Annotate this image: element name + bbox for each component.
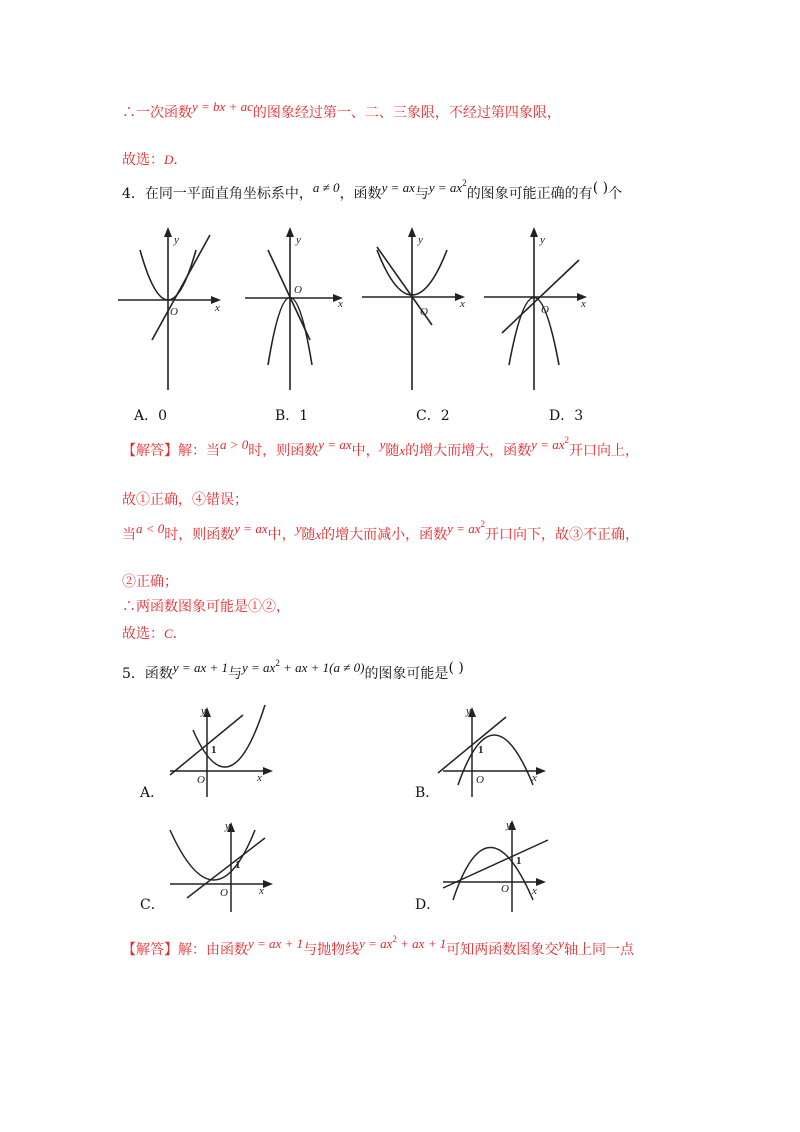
svg-text:O: O xyxy=(541,304,549,316)
svg-text:O: O xyxy=(220,887,228,899)
svg-text:x: x xyxy=(581,298,586,310)
q4-graph-1 xyxy=(118,225,228,395)
q5-solution-line-1: 【解答】解：由函数y = ax + 1与抛物线$y = ax^2$ + ax + 1可知两函数图象交y轴上同一点 xyxy=(122,934,635,958)
q4-graph-2 xyxy=(240,225,350,395)
q4-solution-line-5: ∴两函数图象可能是①②， xyxy=(122,599,290,615)
svg-text:O: O xyxy=(501,883,509,895)
svg-text:y: y xyxy=(466,705,471,717)
q4-option-c: C．2 xyxy=(416,408,450,424)
q5-graph-a xyxy=(165,705,280,800)
svg-text:y: y xyxy=(418,234,423,246)
question-number: 5． xyxy=(122,666,145,682)
svg-text:O: O xyxy=(476,774,484,786)
q4-graph-3 xyxy=(362,225,472,395)
question-text: 的图象可能正确的有 xyxy=(466,186,593,202)
question-4 xyxy=(122,178,623,205)
question-text: ，函数 xyxy=(339,186,382,202)
svg-text:O: O xyxy=(294,284,302,296)
question-number: 4． xyxy=(122,186,145,202)
answer-blank: ( ) xyxy=(448,660,464,676)
solution-tag: 【解答】 xyxy=(122,443,178,459)
q4-option-d: D．3 xyxy=(549,408,584,424)
svg-text:y: y xyxy=(296,234,301,246)
q4-answer-line: 故选：C． xyxy=(122,626,187,642)
q4-option-b: B．1 xyxy=(275,408,309,424)
svg-text:x: x xyxy=(257,772,262,784)
conclusion-suffix: 的图象经过第一、二、三象限，不经过第四象限， xyxy=(252,105,561,121)
svg-text:O: O xyxy=(197,774,205,786)
question-5: 5．函数y = ax + 1与$y = ax^2$ + ax + 1(a ≠ 0)的图象可能是( ) xyxy=(122,658,464,682)
svg-text:y: y xyxy=(174,234,179,246)
answer-blank: ( ) xyxy=(592,180,609,196)
svg-text:y: y xyxy=(201,705,206,717)
question-text: 与 xyxy=(414,186,429,202)
answer-line-q3 xyxy=(122,150,187,170)
conclusion-prefix: ∴一次函数 xyxy=(122,105,192,121)
q5-option-b: B． xyxy=(415,785,440,801)
svg-text:x: x xyxy=(338,298,343,310)
q4-option-a: A．0 xyxy=(134,408,168,424)
answer-letter: C xyxy=(164,626,173,641)
svg-text:x: x xyxy=(215,302,220,314)
q5-graph-b xyxy=(438,705,553,800)
question-text: 在同一平面直角坐标系中， xyxy=(144,186,313,202)
q4-graph-4 xyxy=(484,225,594,395)
svg-text:y: y xyxy=(225,820,230,832)
conclusion-line xyxy=(122,99,561,123)
svg-text:x: x xyxy=(460,298,465,310)
answer-prefix: 故选： xyxy=(122,152,164,168)
quadratic-formula: $y = ax^2$ xyxy=(428,178,467,195)
q5-option-a: A． xyxy=(140,785,165,801)
svg-text:1: 1 xyxy=(516,855,522,867)
svg-text:x: x xyxy=(532,772,537,784)
svg-text:x: x xyxy=(532,885,537,897)
question-text: 个 xyxy=(608,186,623,202)
svg-text:x: x xyxy=(259,885,264,897)
q5-option-d: D． xyxy=(415,897,441,913)
q4-solution-line-3: 当a < 0时，则函数y = ax中，y随x的增大而减小，函数$y = ax^2$开口向下，故③不正确， xyxy=(122,519,639,543)
answer-suffix: ． xyxy=(173,152,188,168)
svg-text:1: 1 xyxy=(235,859,241,871)
q5-option-c: C． xyxy=(140,897,165,913)
linear-formula: y = ax xyxy=(381,180,415,195)
q4-solution-line-2: 故①正确，④错误； xyxy=(122,492,248,508)
q4-solution-line-1: 【解答】解：当a > 0时，则函数y = ax中，y随x的增大而增大，函数$y = ax^2$开口向上， xyxy=(122,435,639,459)
answer-letter: D xyxy=(164,152,174,167)
q5-graph-d xyxy=(438,820,553,915)
solution-tag: 【解答】 xyxy=(122,942,178,958)
q5-graph-c xyxy=(165,820,280,915)
linear-formula: y = ax + 1 xyxy=(172,660,229,675)
svg-text:1: 1 xyxy=(478,744,484,756)
q4-solution-line-4: ②正确； xyxy=(122,574,178,590)
quadratic-formula: $y = ax^2$ + ax + 1(a ≠ 0) xyxy=(242,658,365,675)
condition-formula: a ≠ 0 xyxy=(312,180,340,195)
svg-text:y: y xyxy=(540,234,545,246)
linear-function-formula: y = bx + ac xyxy=(192,99,253,114)
svg-text:O: O xyxy=(420,306,428,318)
svg-text:1: 1 xyxy=(211,744,217,756)
svg-text:O: O xyxy=(170,306,178,318)
svg-text:y: y xyxy=(506,819,511,831)
